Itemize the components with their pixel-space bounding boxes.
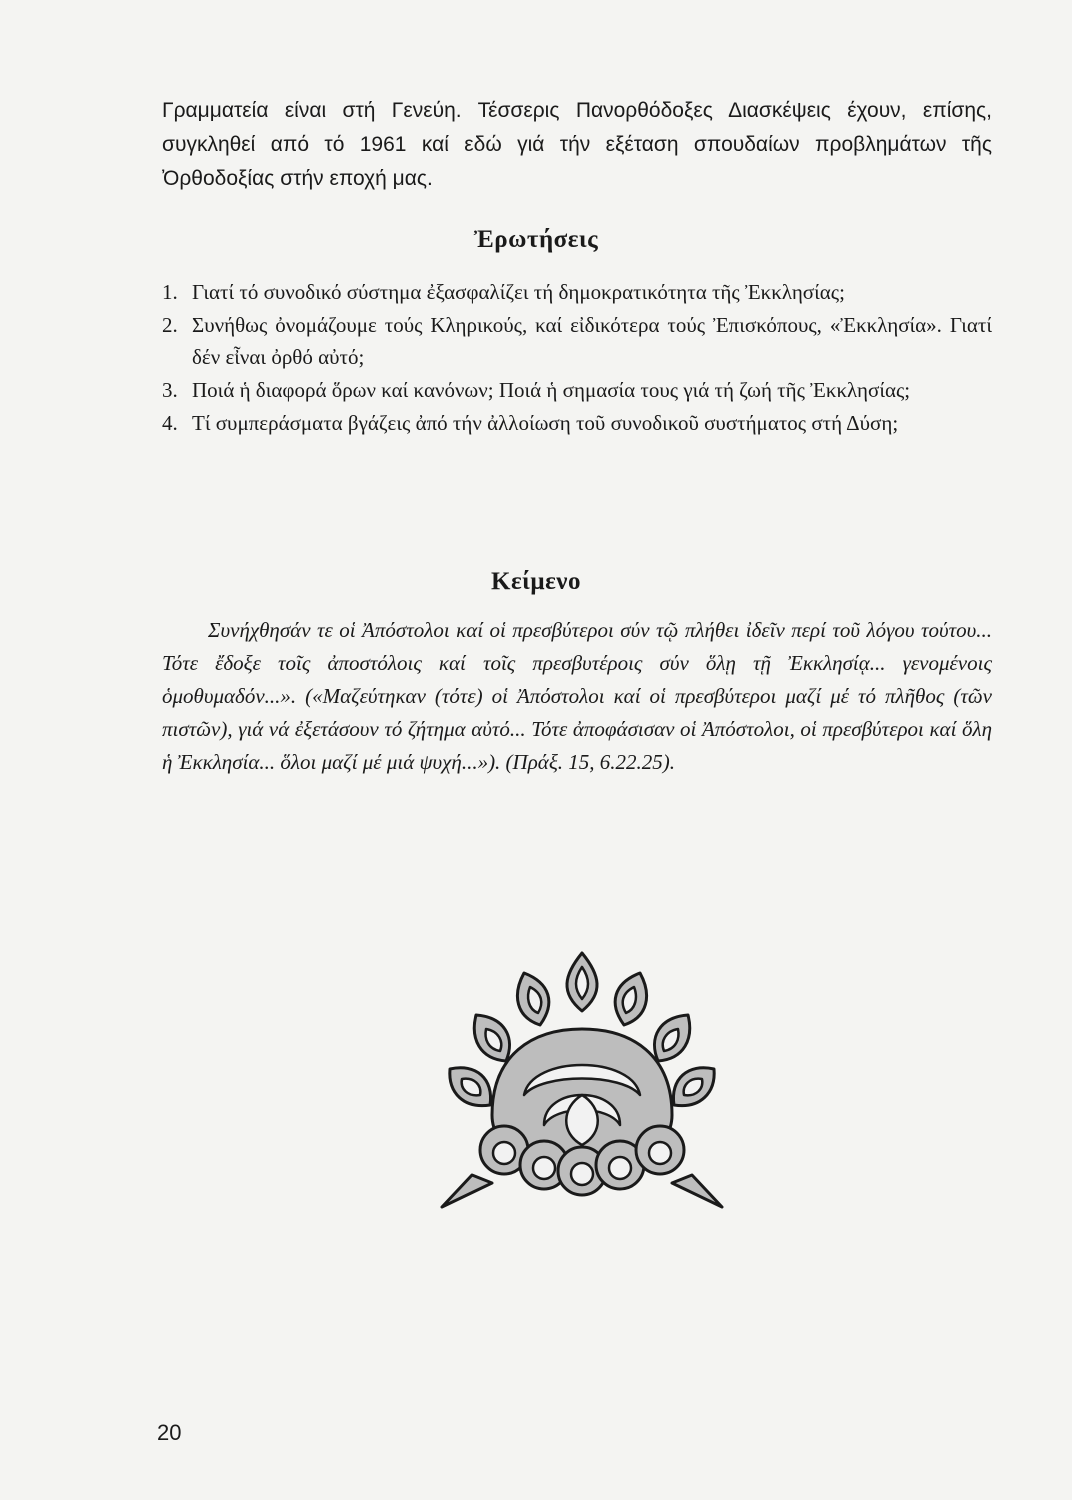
questions-heading: Ἐρωτήσεις xyxy=(473,226,599,253)
question-text: Τί συμπεράσματα βγάζεις ἀπό τήν ἀλλοίωση τοῦ συνοδικοῦ συστήματος στή Δύση; xyxy=(192,411,899,435)
question-text: Ποιά ἡ διαφορά ὅρων καί κανόνων; Ποιά ἡ σημασία τους γιά τή ζωή τῆς Ἐκκλησίας; xyxy=(192,378,911,402)
questions-list xyxy=(162,276,992,440)
page-number: 20 xyxy=(157,1420,182,1445)
question-number: 3. xyxy=(162,378,178,402)
text-heading: Κείμενο xyxy=(491,568,581,595)
question-item xyxy=(162,276,992,308)
scripture-quote: Συνήχθησάν τε οἱ Ἀπόστολοι καί οἱ πρεσβύτεροι σύν τῷ πλήθει ἰδεῖν περί τοῦ λόγου τούτου... Τότε ἔδοξε τοῖς ἀποστόλοις καί τοῖς πρεσβυτέροις σύν ὅλῃ τῇ Ἐκκλησίᾳ... γενομένοις ὁμοθυμαδόν...». («Μαζεύτηκαν (τότε) οἱ Ἀπόστολοι καί οἱ πρεσβύτεροι μαζί μέ τό πλῆθος (τῶν πιστῶν), γιά νά ἐξετάσουν τό ζήτημα αὐτό... Τότε ἀποφάσισαν οἱ Ἀπόστολοι, οἱ πρεσβύτεροι καί ὅλη ἡ Ἐκκλησία... ὅλοι μαζί μέ μιά ψυχή...»). (Πράξ. 15, 6.22.25). xyxy=(162,618,992,774)
question-number: 2. xyxy=(162,313,178,337)
question-text: Συνήθως ὀνομάζουμε τούς Κληρικούς, καί εἰδικότερα τούς Ἐπισκόπους, «Ἐκκλησία». Γιατί δέν εἶναι ὀρθό αὐτό; xyxy=(192,313,992,369)
decorative-ornament-icon xyxy=(432,945,732,1220)
question-number: 1. xyxy=(162,280,178,304)
question-item xyxy=(162,309,992,373)
question-number: 4. xyxy=(162,411,178,435)
intro-text: Γραμματεία είναι στή Γενεύη. Τέσσερις Πανορθόδοξες Διασκέψεις έχουν, επίσης, συγκληθεί από τό 1961 καί εδώ γιά τήν εξέταση σπουδαίων προβλημάτων τῆς Ὀρθοδοξίας στήν εποχή μας. xyxy=(162,99,992,190)
intro-paragraph xyxy=(162,94,992,196)
question-item xyxy=(162,374,992,406)
question-text: Γιατί τό συνοδικό σύστημα ἐξασφαλίζει τή δημοκρατικότητα τῆς Ἐκκλησίας; xyxy=(192,280,845,304)
question-item xyxy=(162,407,992,439)
